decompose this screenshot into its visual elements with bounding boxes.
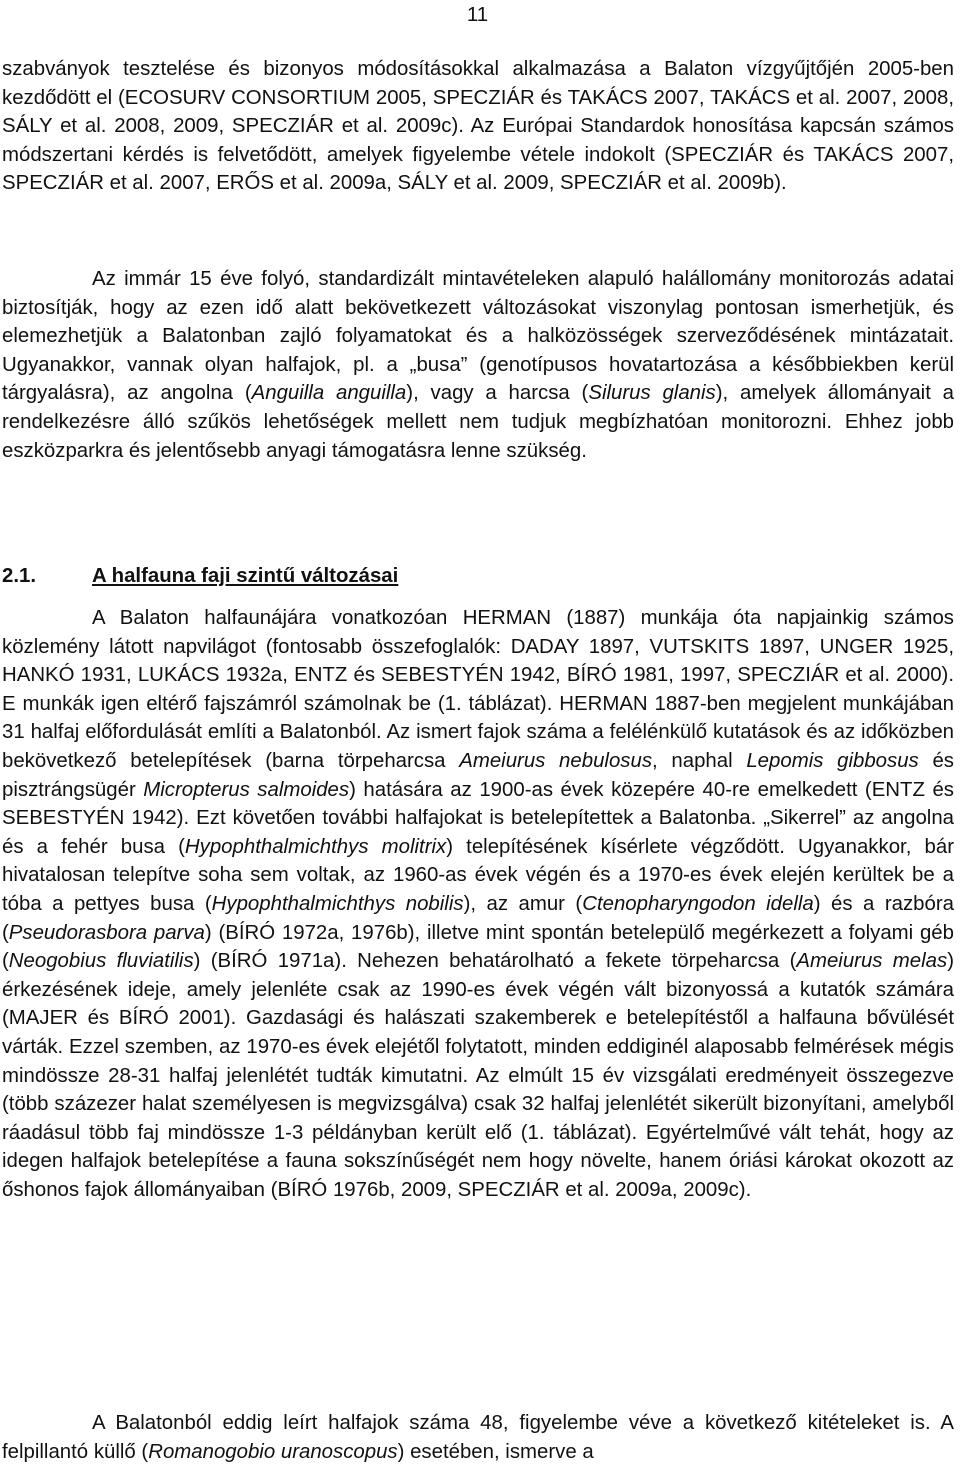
paragraph-text: szabványok tesztelése és bizonyos módosításokkal alkalmazása a Balaton vízgyűjtőjén 2005-ben kezdődött el (ECOSURV CONSORTIUM 2005, SPECZIÁR és TAKÁCS 2007, TAKÁCS et al. 2007, 2008, SÁLY et al. 2008, 2009, SPECZIÁR et al. 2009c). Az Európai Standardok honosítása kapcsán számos módszertani kérdés is felvetődött, amelyek figyelembe vétele indokolt (SPECZIÁR és TAKÁCS 2007, SPECZIÁR et al. 2007, ERŐS et al. 2009a, SÁLY et al. 2009, SPECZIÁR et al. 2009b). bbox=[2, 58, 954, 195]
paragraph-monitoring bbox=[2, 265, 954, 465]
paragraph-text: ), vagy a harcsa ( bbox=[406, 382, 589, 405]
paragraph-text: ) telepítésének kísérlete végződött. Ugyanakkor, bár hivatalosan telepítve soha sem voltak, az 1960-as évek végén és a 1970-es évek elején kerültek be a tóba a pettyes busa ( bbox=[2, 835, 954, 915]
section-number: 2.1. bbox=[2, 565, 37, 587]
paragraph-methods-standards bbox=[2, 55, 954, 198]
paragraph-text: ) hatására az 1900-as évek közepére 40-re emelkedett (ENTZ és SEBESTYÉN 1942). Ezt követően további halfajokat is betelepítettek a Balatonba. „Sikerrel” az angolna és a fehér busa ( bbox=[2, 778, 954, 858]
species-name: Anguilla anguilla bbox=[251, 382, 407, 405]
paragraph-text: ) (BÍRÓ 1972a, 1976b), illetve mint spontán betelepülő megérkezett a folyami géb ( bbox=[2, 921, 954, 973]
paragraph-text: ) érkezésének ideje, amely jelenléte csak az 1990-es évek végén vált bizonyossá a kutatók számára (MAJER és BÍRÓ 2001). Gazdasági és halászati szakemberek e betelepítéstől a halfauna bővülését várták. Ezzel szemben, az 1970-es évek elejétől folytatott, minden eddiginél alaposabb felmérések mégis mindössze 28-31 halfaj jelenlétét tudták kimutatni. Az elmúlt 15 év vizsgálati eredményeit összegezve (több százezer halat személyesen is megvizsgálva) csak 32 halfaj jelenlétét sikerült bizonyítani, amelyből ráadásul több faj mindössze 1-3 példányban került elő (1. táblázat). Egyértelművé vált tehát, hogy az idegen halfajok betelepítése a fauna sokszínűségét nem hogy növelte, hanem óriási károkat okozott az őshonos fajok állományaiban (BÍRÓ 1976b, 2009, SPECZIÁR et al. 2009a, 2009c). bbox=[2, 950, 954, 1201]
paragraph-text: ) esetében, ismerve a bbox=[397, 1440, 594, 1463]
section-title: A halfauna faji szintű változásai bbox=[92, 565, 399, 587]
paragraph-text: ), amelyek állományait a rendelkezésre álló szűkös lehetőségek mellett nem tudjuk megbízhatóan monitorozni. Ehhez jobb eszközparkra és jelentősebb anyagi támogatásra lenne szükség. bbox=[2, 382, 955, 462]
paragraph-fauna-history bbox=[2, 604, 954, 1204]
species-name: Hypophthalmichthys molitrix bbox=[184, 835, 447, 858]
species-name: Micropterus salmoides bbox=[143, 778, 350, 801]
paragraph-text: A Balatonból eddig leírt halfajok száma 48, figyelembe véve a következő kitételeket is. A felpillantó küllő ( bbox=[2, 1412, 954, 1463]
species-name: Lepomis gibbosus bbox=[746, 749, 919, 772]
paragraph-text: és pisztrángsügér bbox=[2, 749, 954, 801]
paragraph-text: A Balaton halfaunájára vonatkozóan HERMAN (1887) munkája óta napjainkig számos közlemény látott napvilágot (fontosabb összefoglalók: DADAY 1897, VUTSKITS 1897, UNGER 1925, HANKÓ 1931, LUKÁCS 1932a, ENTZ és SEBESTYÉN 1942, BÍRÓ 1981, 1997, SPECZIÁR et al. 2000). E munkák igen eltérő fajszámról számolnak be (1. táblázat). HERMAN 1887-ben megjelent munkájában 31 halfaj előfordulását említi a Balatonból. Az ismert fajok száma a felélénkülő kutatások és az időközben bekövetkező betelepítések (barna törpeharcsa bbox=[2, 607, 954, 772]
paragraph-text: Az immár 15 éve folyó, standardizált mintavételeken alapuló halállomány monitorozás adatai biztosítják, hogy az ezen idő alatt bekövetkezett változásokat viszonylag pontosan ismerhetjük, és elemezhetjük a Balatonban zajló folyamatokat és a halközösségek szerveződésének mintázatait. Ugyanakkor, vannak olyan halfajok, pl. a „busa” (genotípusos hovatartozása a későbbiekben kerül tárgyalásra), az angolna ( bbox=[2, 268, 954, 405]
paragraph-text: ), az amur ( bbox=[463, 892, 583, 915]
species-name: Ameiurus nebulosus bbox=[459, 749, 653, 772]
section-heading bbox=[2, 562, 954, 591]
species-name: Neogobius fluviatilis bbox=[8, 950, 194, 973]
paragraph-text: ) (BÍRÓ 1971a). Nehezen behatárolható a fekete törpeharcsa ( bbox=[193, 950, 797, 973]
species-name: Ameiurus melas bbox=[796, 950, 948, 973]
species-name: Silurus glanis bbox=[588, 382, 716, 405]
paragraph-species-count bbox=[2, 1409, 954, 1466]
page-number: 11 bbox=[466, 3, 489, 26]
species-name: Pseudorasbora parva bbox=[8, 921, 205, 944]
species-name: Ctenopharyngodon idella bbox=[582, 892, 814, 915]
paragraph-text: , naphal bbox=[652, 749, 747, 772]
species-name: Hypophthalmichthys nobilis bbox=[211, 892, 464, 915]
paragraph-text: ) és a razbóra ( bbox=[2, 892, 954, 944]
species-name: Romanogobio uranoscopus bbox=[148, 1440, 398, 1463]
